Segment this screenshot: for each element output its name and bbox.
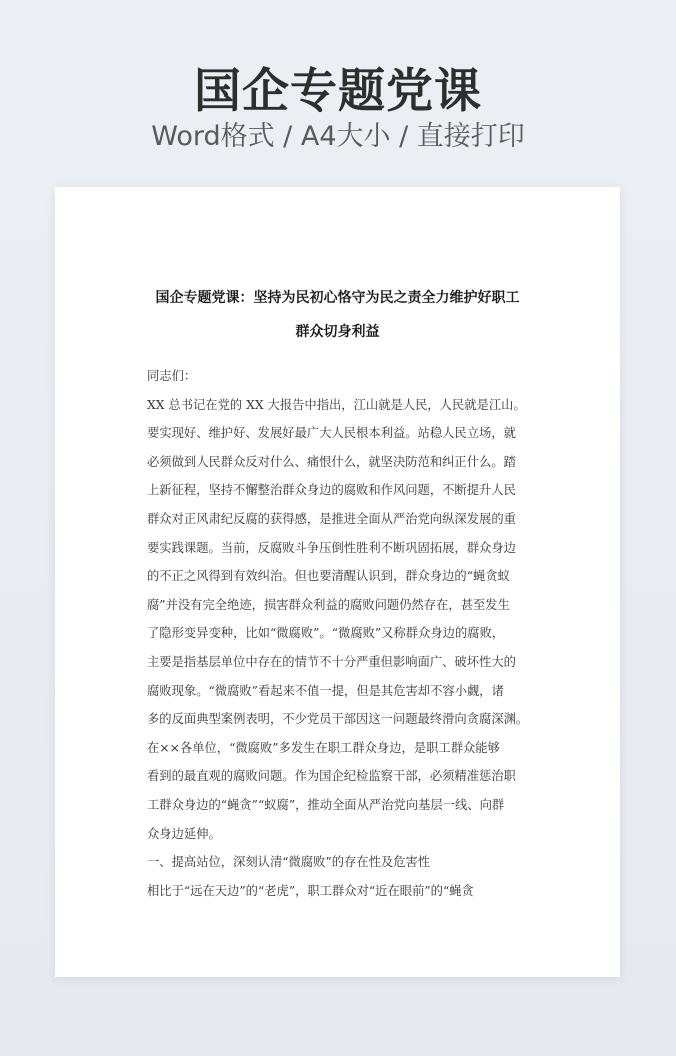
body-line: 腐”并没有完全绝迹，损害群众利益的腐败问题仍然存在，甚至发生 <box>147 597 510 612</box>
body-line: 的不正之风得到有效纠治。但也要清醒认识到，群众身边的“蝇贪蚁 <box>147 569 510 584</box>
body-line: 在××各单位，“微腐败”多发生在职工群众身边，是职工群众能够 <box>147 740 500 755</box>
document-page <box>55 187 620 977</box>
body-line: 众身边延伸。 <box>147 826 221 841</box>
salutation: 同志们： <box>147 369 197 383</box>
body-line: 多的反面典型案例表明，不少党员干部因这一问题最终滑向贪腐深渊。 <box>147 712 529 727</box>
body-line: 群众对正风肃纪反腐的获得感，是推进全面从严治党向纵深发展的重 <box>147 511 516 526</box>
section-heading: 一、提高站位，深刻认清“微腐败”的存在性及危害性 <box>147 855 431 870</box>
body-line: 要实践课题。当前，反腐败斗争压倒性胜利不断巩固拓展，群众身边 <box>147 540 516 555</box>
body-line: 必须做到人民群众反对什么、痛恨什么，就坚决防范和纠正什么。踏 <box>147 454 516 469</box>
body-line: 上新征程，坚持不懈整治群众身边的腐败和作风问题，不断提升人民 <box>147 483 516 498</box>
document-title <box>55 281 620 349</box>
body-line: 了隐形变异变种，比如“微腐败”。“微腐败”又称群众身边的腐败， <box>147 626 505 641</box>
body-line: 主要是指基层单位中存在的情节不十分严重但影响面广、破坏性大的 <box>147 654 516 669</box>
document-body <box>147 362 542 905</box>
body-line: 工群众身边的“蝇贪”“蚁腐”，推动全面从严治党向基层一线、向群 <box>147 797 505 812</box>
body-line: XX 总书记在党的 XX 大报告中指出，江山就是人民，人民就是江山。 <box>147 397 526 412</box>
body-line: 看到的最直观的腐败问题。作为国企纪检监察干部，必须精准惩治职 <box>147 769 516 784</box>
body-line: 腐败现象。“微腐败”看起来不值一提，但是其危害却不容小觑，诸 <box>147 683 504 698</box>
banner-title: 国企专题党课 <box>194 64 482 119</box>
document-title-line-1: 国企专题党课：坚持为民初心恪守为民之责全力维护好职工 <box>155 290 520 306</box>
document-title-line-2: 群众切身利益 <box>295 324 380 340</box>
body-line: 要实现好、维护好、发展好最广大人民根本利益。站稳人民立场，就 <box>147 426 516 441</box>
body-line: 相比于“远在天边”的“老虎”，职工群众对“近在眼前”的“蝇贪 <box>147 883 474 898</box>
banner-subtitle: Word格式 / A4大小 / 直接打印 <box>151 121 525 152</box>
